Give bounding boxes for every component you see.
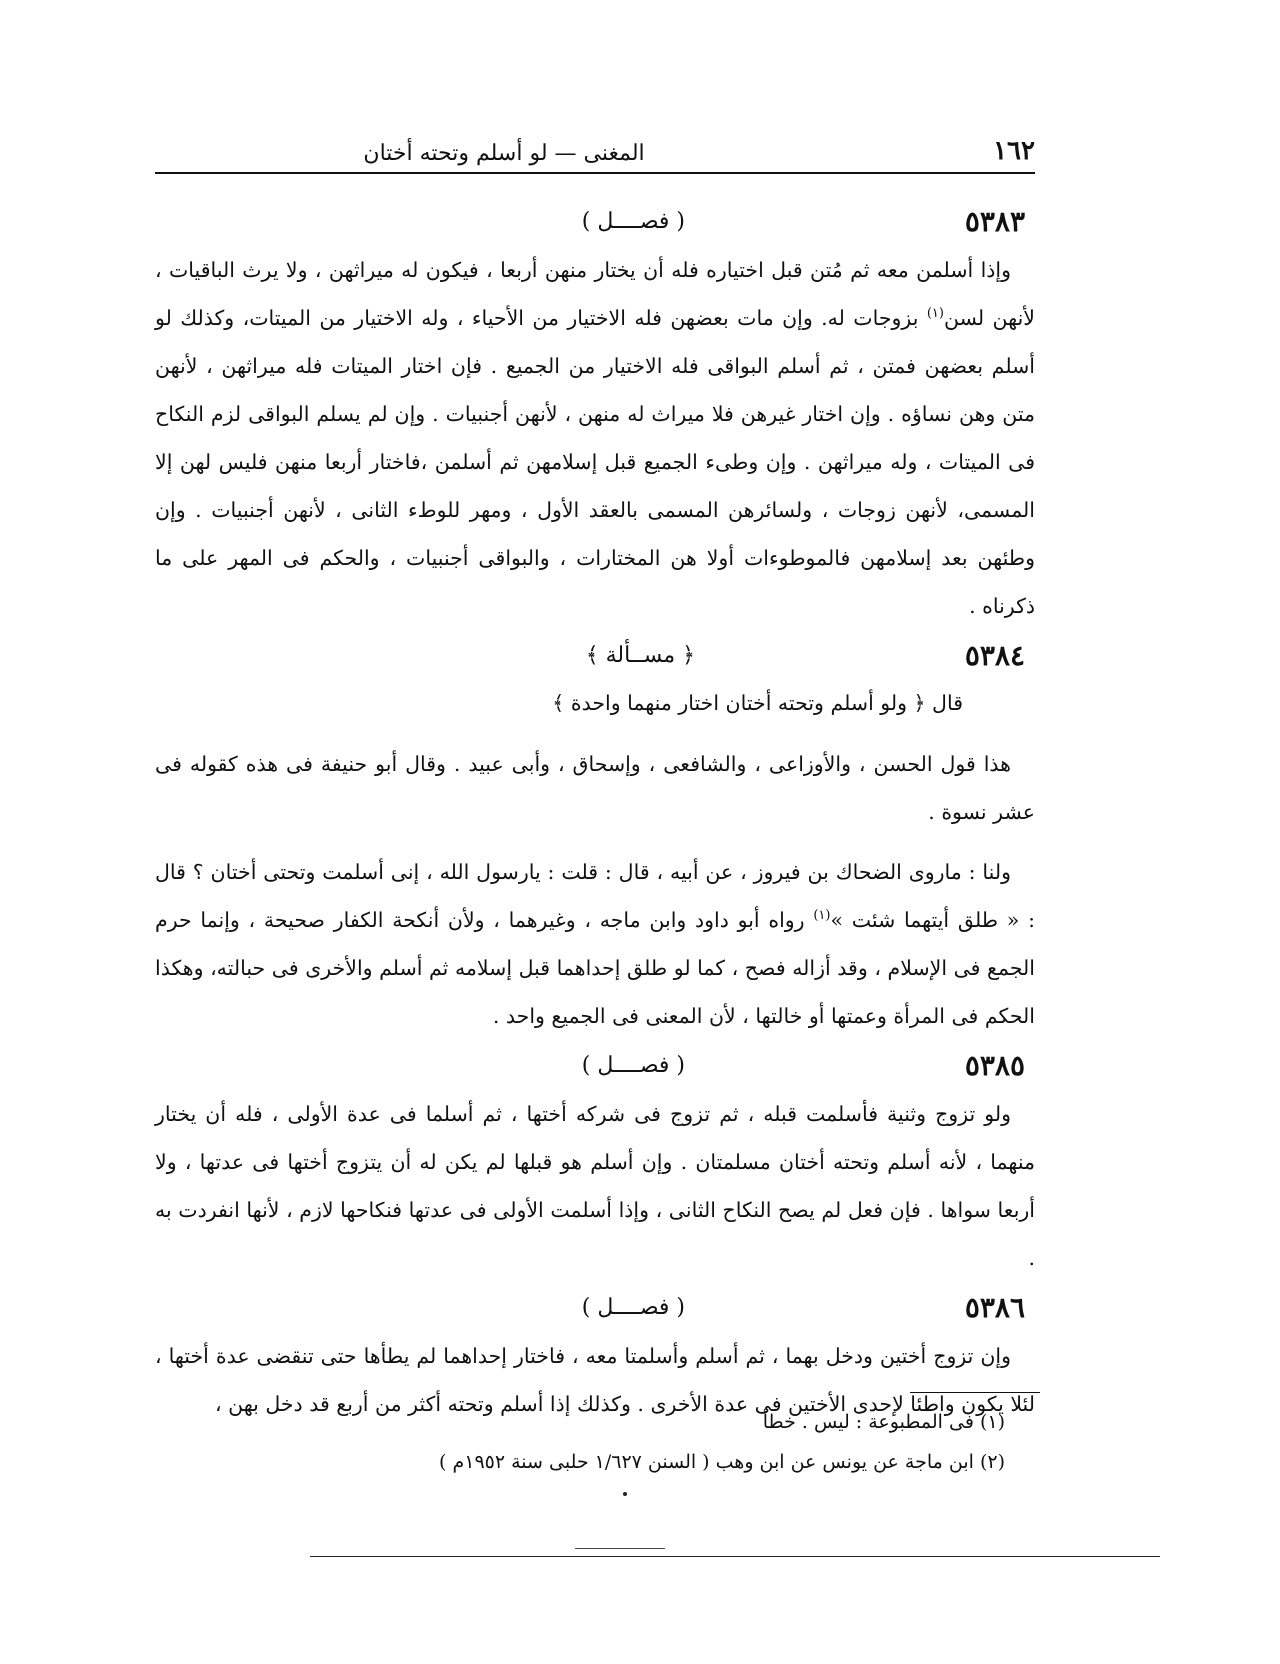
footnotes [265,1402,1005,1482]
section-label: ﴿ مســألة ﴾ [585,642,695,668]
section-heading [155,1040,1035,1090]
bottom-rule-short [575,1548,665,1549]
section-number: ٥٣٨٤ [964,638,1025,672]
section-number: ٥٣٨٦ [964,1290,1025,1324]
paragraph-text: وإذا أسلمن معه ثم مُتن قبل اختياره فله أن يختار منهن أربعا ، فيكون له ميراثهن ، ولا يرث الباقيات ، لأنهن لسن [155,258,1035,330]
running-header [155,120,1035,174]
print-mark [623,1492,627,1496]
paragraph: وإن تزوج أختين ودخل بهما ، ثم أسلم وأسلمتا معه ، فاختار إحداهما لم يطأها حتى تنقضى عدة أختها ، لئلا يكون واطئا لإحدى الأختين فى عدة الأخرى . وكذلك إذا أسلم وتحته أكثر من أربع قد دخل بهن ، [155,1344,1035,1416]
section-number: ٥٣٨٥ [964,1048,1025,1082]
section-heading [155,630,1035,680]
running-title: المغنى — لو أسلم وتحته أختان [363,141,645,166]
section-heading [155,1282,1035,1332]
page-number: ١٦٢ [993,136,1035,166]
paragraph [155,848,1035,1040]
section-label: ( فصــــل ) [581,1052,685,1078]
paragraph-gap [155,836,1035,848]
footnote: (٢) ابن ماجة عن يونس عن ابن وهب ( السنن ١/٦٢٧ حلبى سنة ١٩٥٢م ) [439,1451,1005,1473]
paragraph: هذا قول الحسن ، والأوزاعى ، والشافعى ، وإسحاق ، وأبى عبيد . وقال أبو حنيفة فى هذه كقوله فى عشر نسوة . [155,752,1035,824]
footnote-separator [910,1392,1040,1393]
paragraph [155,246,1035,630]
footnote-ref: (١) [926,306,944,322]
section-number: ٥٣٨٣ [964,204,1025,238]
section-heading [155,196,1035,246]
bottom-rule [310,1556,1160,1557]
body-text [155,196,1035,1428]
paragraph-text: رواه أبو داود وابن ماجه ، وغيرهما ، ولأن أنكحة الكفار صحيحة ، وإنما حرم الجمع فى الإسلام ، وقد أزاله فصح ، كما لو طلق إحداهما قبل إسلامه ثم أسلم والأخرى فى حبالته، وهكذا الحكم فى المرأة وعمتها أو خالتها ، لأن المعنى فى الجميع واحد . [155,908,1035,1028]
paragraph-text: بزوجات له. وإن مات بعضهن فله الاختيار من الأحياء ، وله الاختيار من الميتات، وكذلك لو أسلم بعضهن فمتن ، ثم أسلم البواقى فله الاختيار من الجميع . فإن اختار الميتات فله ميراثهن ، لأنهن متن وهن نساؤه . وإن اختار غيرهن فلا ميراث له منهن ، لأنهن أجنبيات . وإن لم يسلم البواقى لزم النكاح فى الميتات ، وله ميراثهن . وإن وطىء الجميع قبل إسلامهن ثم أسلمن ،فاختار أربعا منهن فليس لهن إلا المسمى، لأنهن زوجات ، ولسائرهن المسمى بالعقد الأول ، ومهر للوطء الثانى ، لأنهن أجنبيات . وإن وطئهن بعد إسلامهن فالموطوءات أولا هن المختارات ، والبواقى أجنبيات ، والحكم فى المهر على ما ذكرناه . [155,306,1035,618]
paragraph-text: ولنا : ماروى الضحاك بن فيروز ، عن أبيه ، قال : قلت : يارسول الله ، إنى أسلمت وتحتى أختان ؟ قال : « طلق أيتهما شئت » [155,860,1035,932]
section-label: ( فصــــل ) [581,208,685,234]
footnote: (١) فى المطبوعة : ليس . خطأ [762,1411,1005,1433]
section-label: ( فصــــل ) [581,1294,685,1320]
masala-quote: قال ﴿ ولو أسلم وتحته أختان اختار منهما واحدة ﴾ [552,691,963,715]
footnote-ref: (١) [813,908,831,924]
paragraph: ولو تزوج وثنية فأسلمت قبله ، ثم تزوج فى شركه أختها ، ثم أسلما فى عدة الأولى ، فله أن يختار منهما ، لأنه أسلم وتحته أختان مسلمتان . وإن أسلم هو قبلها لم يكن له أن يتزوج أختها فى عدتها ، ولا أربعا سواها . فإن فعل لم يصح النكاح الثانى ، وإذا أسلمت الأولى فى عدتها فنكاحها لازم ، لأنها انفردت به . [155,1102,1035,1270]
